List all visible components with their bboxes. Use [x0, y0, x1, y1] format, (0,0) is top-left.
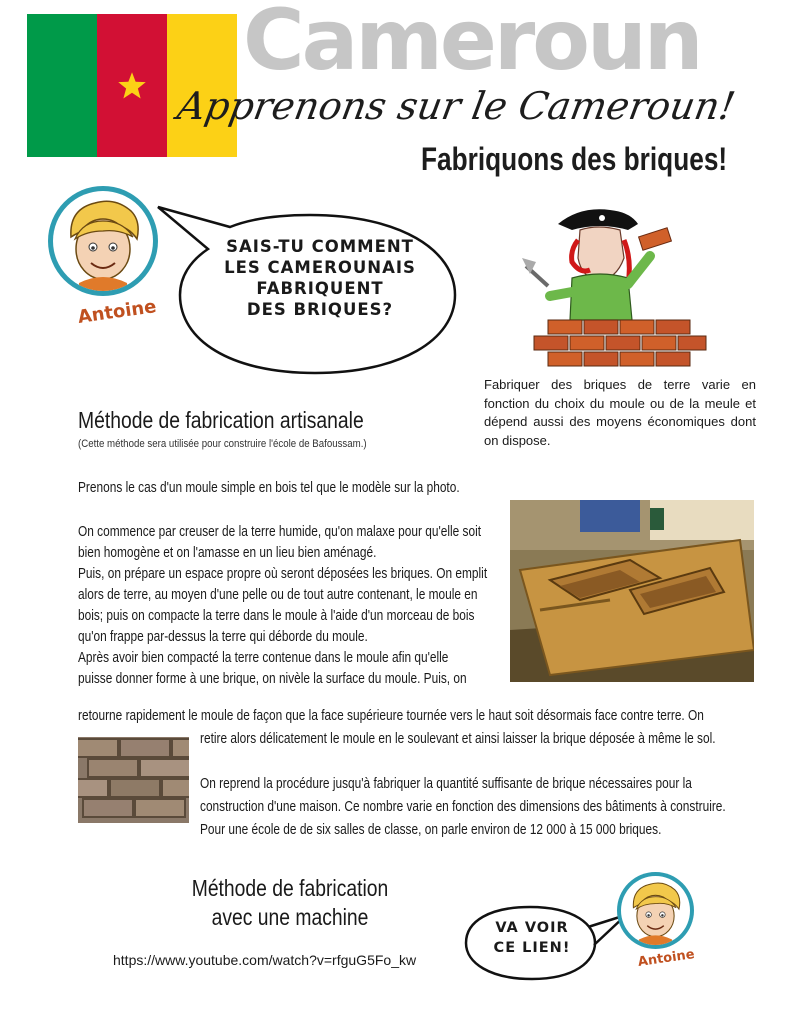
bubble-short [468, 919, 596, 958]
title-line: Méthode de fabrication [191, 875, 389, 901]
paragraph-line: qu'on frappe par-dessus la terre qui déborde du moule. [78, 629, 368, 645]
paragraph-closing-line: Pour une école de de six salles de classe, on parle environ de 12 000 à 15 000 briques. [200, 822, 662, 838]
title-line: avec une machine [211, 904, 369, 930]
page-subtitle: Fabriquons des briques! [421, 141, 728, 177]
bricklayer-illustration [520, 200, 710, 375]
paragraph-line: retourne rapidement le moule de façon que la face supérieure tournée vers le haut soit désormais face contre terre. On [78, 708, 704, 724]
bricks-photo [78, 737, 189, 823]
character-name-small: Antoine [636, 947, 696, 970]
bubble-line: VA VOIR [495, 920, 569, 936]
bubble-line: SAIS-TU COMMENT [226, 237, 414, 256]
character-name: Antoine [76, 296, 158, 328]
paragraph-line: alors de terre, au moyen d'une pelle ou de tout autre contenant, le moule en [78, 587, 478, 603]
section-note: (Cette méthode sera utilisée pour construire l'école de Bafoussam.) [78, 438, 367, 450]
tagline: Apprenons sur le Cameroun! [174, 84, 739, 128]
paragraph-line: puisse donner forme à une brique, on nivèle la surface du moule. Puis, on [78, 671, 467, 687]
video-link[interactable]: https://www.youtube.com/watch?v=rfguG5Fo_kw [113, 952, 417, 968]
bubble-line: FABRIQUENT [256, 279, 384, 299]
section-title-artisanal: Méthode de fabrication artisanale [78, 407, 364, 433]
boy-face-icon [621, 876, 690, 945]
paragraph-closing-line: construction d'une maison. Ce nombre varie en fonction des dimensions des bâtiments à construire. [200, 799, 726, 815]
bubble-line: LES CAMEROUNAIS [224, 258, 416, 278]
paragraph-line: bien homogène et on l'amasse en un lieu bien aménagé. [78, 545, 377, 561]
flag-green-band [27, 14, 97, 157]
bubble-line: CE LIEN! [493, 939, 571, 956]
bubble-question [200, 236, 440, 320]
paragraph-line: retire alors délicatement le moule en le soulevant et ainsi laisser la brique déposée à même le sol. [200, 731, 716, 747]
paragraph-line: bois; puis on compacte la terre dans le moule à l'aide d'un morceau de bois [78, 608, 475, 624]
brick-mold-photo [510, 500, 754, 682]
paragraph-line: On commence par creuser de la terre humide, qu'on malaxe pour qu'elle soit [78, 524, 482, 540]
paragraph-closing-line: On reprend la procédure jusqu'à fabriquer la quantité suffisante de brique nécessaires pour la [200, 776, 692, 792]
flag-red-band [97, 14, 167, 157]
country-title: Cameroun [243, 0, 701, 89]
illustration-caption: Fabriquer des briques de terre varie en fonction du choix du moule ou de la meule et dépend aussi des moyens économiques dont on dispose. [484, 377, 756, 448]
section-title-machine [181, 874, 399, 932]
star-icon [117, 71, 147, 101]
antoine-avatar [48, 186, 158, 296]
paragraph-line: Puis, on prépare un espace propre où seront déposées les briques. On emplit [78, 566, 488, 582]
bubble-line: DES BRIQUES? [246, 300, 394, 320]
antoine-avatar-small [617, 872, 694, 949]
boy-face-icon [53, 191, 153, 291]
paragraph-intro: Prenons le cas d'un moule simple en bois tel que le modèle sur la photo. [78, 480, 460, 496]
paragraph-line: Après avoir bien compacté la terre contenue dans le moule afin qu'elle [78, 650, 449, 666]
